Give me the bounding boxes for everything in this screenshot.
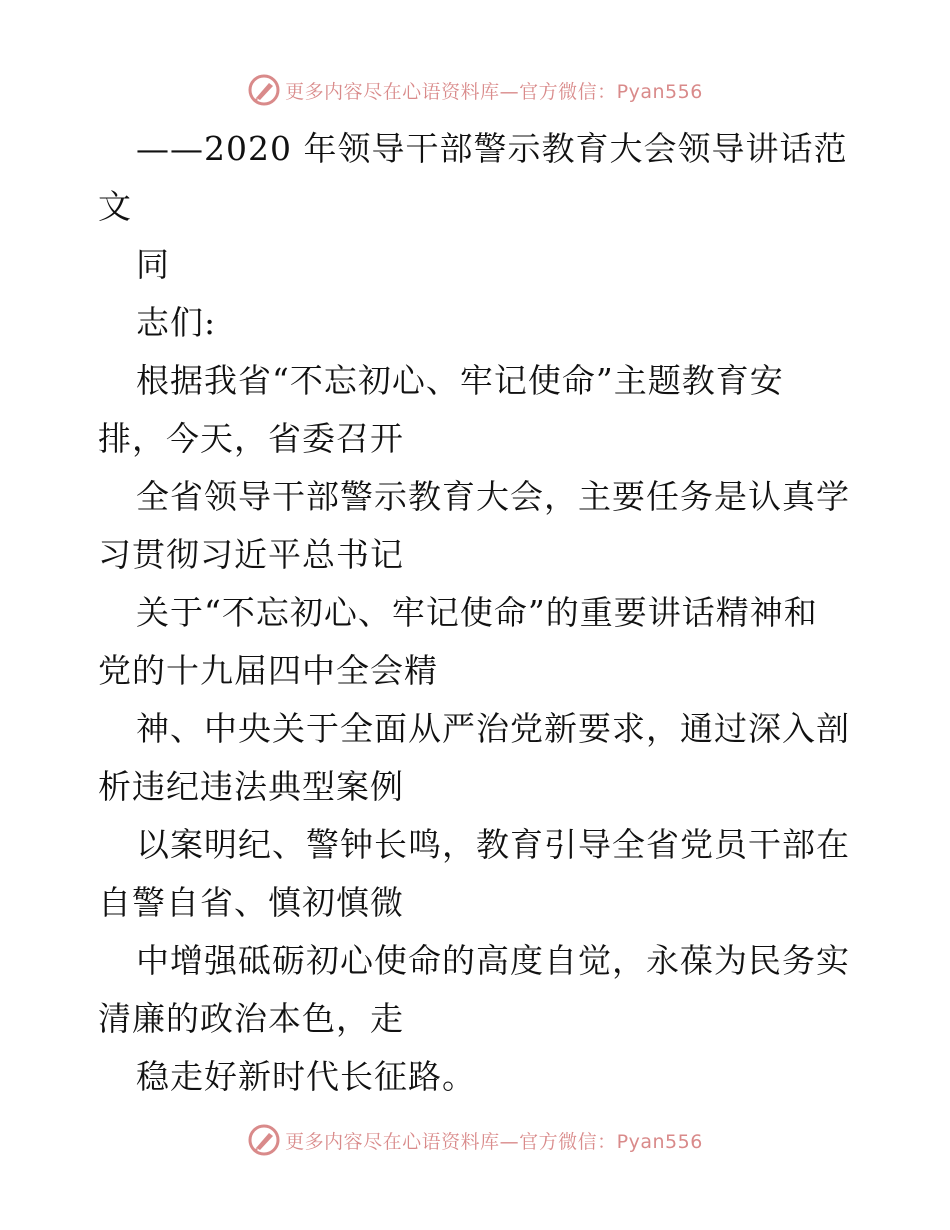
- text-line: 关于“不忘初心、牢记使命”的重要讲话精神和: [136, 593, 818, 632]
- watermark-text: 更多内容尽在心语资料库—官方微信：Pyan556: [285, 1130, 703, 1153]
- text-line: 文: [98, 187, 132, 226]
- text-line: 排，今天，省委召开: [98, 419, 404, 458]
- text-line: 以案明纪、警钟长鸣，教育引导全省党员干部在: [136, 825, 850, 864]
- text-line: 中增强砥砺初心使命的高度自觉，永葆为民务实: [136, 941, 850, 980]
- text-line: 清廉的政治本色，走: [98, 999, 404, 1038]
- pen-seal-icon: [247, 1123, 281, 1157]
- text-line: 党的十九届四中全会精: [98, 651, 438, 690]
- pen-seal-icon: [247, 73, 281, 107]
- text-line: 自警自省、慎初慎微: [98, 883, 404, 922]
- text-line: 析违纪违法典型案例: [98, 767, 404, 806]
- document-body: [98, 120, 858, 1106]
- header-watermark: [0, 70, 950, 110]
- text-line: 同: [136, 245, 170, 284]
- text-line: 稳走好新时代长征路。: [136, 1057, 476, 1096]
- text-line: 神、中央关于全面从严治党新要求，通过深入剖: [136, 709, 850, 748]
- footer-watermark: [0, 1120, 950, 1160]
- text-line: 习贯彻习近平总书记: [98, 535, 404, 574]
- text-line: ——2020 年领导干部警示教育大会领导讲话范: [136, 129, 848, 168]
- text-line: 根据我省“不忘初心、牢记使命”主题教育安: [136, 361, 784, 400]
- text-line: 志们:: [136, 303, 217, 342]
- text-line: 全省领导干部警示教育大会，主要任务是认真学: [136, 477, 850, 516]
- watermark-text: 更多内容尽在心语资料库—官方微信：Pyan556: [285, 80, 703, 103]
